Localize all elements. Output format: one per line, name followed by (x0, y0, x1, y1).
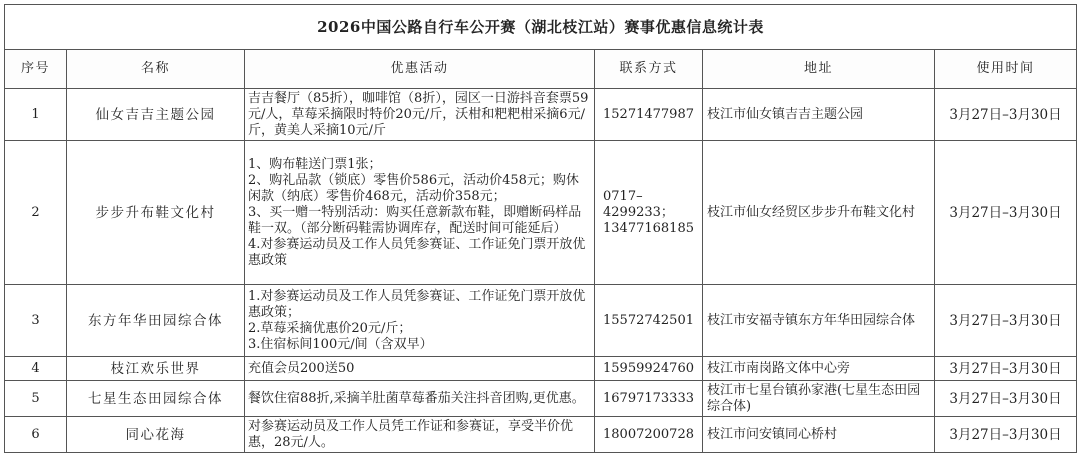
row-address: 枝江市七星台镇孙家港(七星生态田园综合体) (703, 381, 935, 417)
phone-number: 18007200728 (603, 426, 694, 442)
row-number: 1 (5, 89, 67, 141)
row-activity (245, 141, 595, 285)
header-activity: 优惠活动 (245, 50, 595, 89)
header-contact: 联系方式 (595, 50, 703, 89)
activity-line: 3、买一赠一特别活动：购买任意新款布鞋，即赠断码样品鞋一双。（部分断码鞋需协调库存，配送时间可能延后） (248, 204, 582, 236)
table-row (5, 417, 1077, 453)
activity-line: 充值会员200送50 (248, 360, 355, 376)
row-number: 2 (5, 141, 67, 285)
row-number: 5 (5, 381, 67, 417)
row-number: 3 (5, 285, 67, 357)
row-address: 枝江市问安镇同心桥村 (703, 417, 935, 453)
row-time: 3月27日–3月30日 (935, 357, 1077, 381)
table-row (5, 89, 1077, 141)
row-name: 枝江欢乐世界 (67, 357, 245, 381)
activity-line: 2、购礼品款（锁底）零售价586元，活动价458元；购休闲款（纳底）零售价468元，活动价358元； (248, 172, 579, 204)
table-row (5, 357, 1077, 381)
activity-line: 1、购布鞋送门票1张； (248, 156, 382, 172)
row-activity (245, 417, 595, 453)
row-time: 3月27日–3月30日 (935, 381, 1077, 417)
row-time: 3月27日–3月30日 (935, 141, 1077, 285)
activity-line: 4.对参赛运动员及工作人员凭参赛证、工作证免门票开放优惠政策 (248, 236, 586, 268)
row-contact (595, 285, 703, 357)
row-name: 同心花海 (67, 417, 245, 453)
phone-number: 15572742501 (603, 312, 694, 328)
row-name: 东方年华田园综合体 (67, 285, 245, 357)
activity-line: 餐饮住宿88折,采摘羊肚菌草莓番茄关注抖音团购,更优惠。 (248, 390, 585, 406)
header-row (5, 50, 1077, 89)
table-row (5, 285, 1077, 357)
row-activity (245, 357, 595, 381)
row-time: 3月27日–3月30日 (935, 417, 1077, 453)
row-contact (595, 417, 703, 453)
header-name: 名称 (67, 50, 245, 89)
row-time: 3月27日–3月30日 (935, 89, 1077, 141)
row-number: 4 (5, 357, 67, 381)
phone-number: 0717–4299233； (603, 188, 674, 220)
row-name: 步步升布鞋文化村 (67, 141, 245, 285)
row-contact (595, 89, 703, 141)
row-address: 枝江市仙女经贸区步步升布鞋文化村 (703, 141, 935, 285)
header-no: 序号 (5, 50, 67, 89)
row-activity (245, 381, 595, 417)
row-number: 6 (5, 417, 67, 453)
activity-line: 对参赛运动员及工作人员凭工作证和参赛证，享受半价优惠，28元/人。 (248, 418, 574, 450)
phone-number: 13477168185 (603, 220, 694, 236)
table-title: 2026中国公路自行车公开赛（湖北枝江站）赛事优惠信息统计表 (5, 5, 1077, 50)
header-time: 使用时间 (935, 50, 1077, 89)
row-activity (245, 89, 595, 141)
table-row (5, 381, 1077, 417)
row-address: 枝江市安福寺镇东方年华田园综合体 (703, 285, 935, 357)
row-address: 枝江市南岗路文体中心旁 (703, 357, 935, 381)
activity-line: 1.对参赛运动员及工作人员凭参赛证、工作证免门票开放优惠政策； (248, 288, 586, 320)
row-contact (595, 141, 703, 285)
row-name: 七星生态田园综合体 (67, 381, 245, 417)
header-address: 地址 (703, 50, 935, 89)
discount-table (4, 4, 1077, 453)
row-address: 枝江市仙女镇吉吉主题公园 (703, 89, 935, 141)
row-name: 仙女吉吉主题公园 (67, 89, 245, 141)
phone-number: 15271477987 (603, 106, 694, 122)
table-row (5, 141, 1077, 285)
row-contact (595, 381, 703, 417)
phone-number: 16797173333 (603, 390, 694, 406)
row-contact (595, 357, 703, 381)
activity-line: 2.草莓采摘优惠价20元/斤； (248, 320, 412, 336)
activity-line: 3.住宿标间100元/间（含双早） (248, 336, 433, 352)
row-time: 3月27日–3月30日 (935, 285, 1077, 357)
activity-line: 吉吉餐厅（85折），咖啡馆（8折），园区一日游抖音套票59元/人，草莓采摘限时特价20元/斤，沃柑和粑粑柑采摘6元/斤，黄美人采摘10元/斤 (248, 90, 589, 138)
row-activity (245, 285, 595, 357)
phone-number: 15959924760 (603, 360, 694, 376)
